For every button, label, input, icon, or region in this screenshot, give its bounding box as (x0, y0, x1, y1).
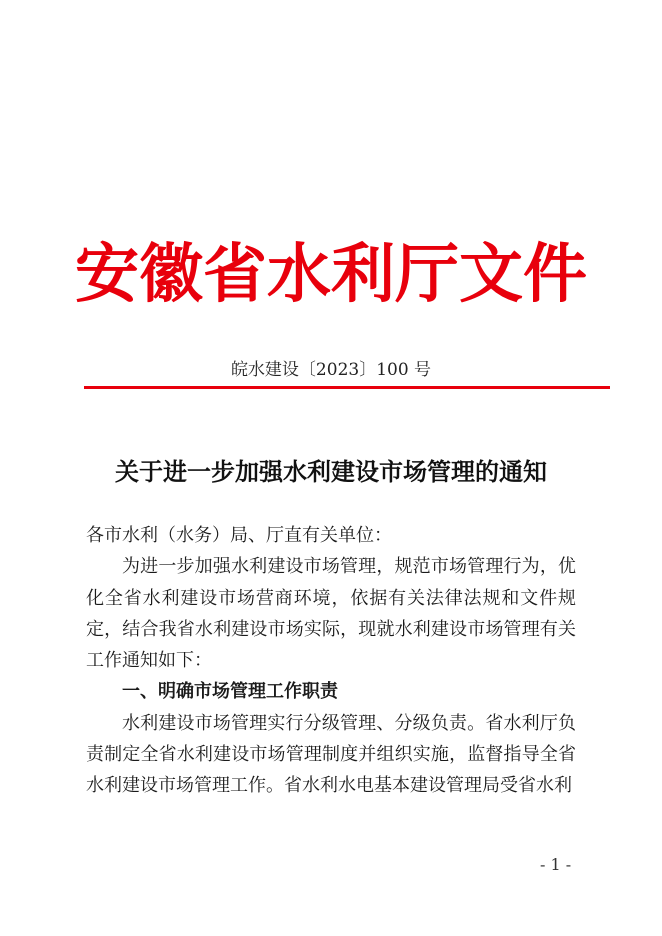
document-body (86, 520, 576, 802)
document-number: 皖水建设〔2023〕100 号 (230, 360, 432, 380)
salutation: 各市水利（水务）局、厅直有关单位： (86, 525, 392, 546)
red-separator-line (84, 386, 610, 389)
document-title: 关于进一步加强水利建设市场管理的通知 (115, 457, 547, 486)
section-paragraph: 水利建设市场管理实行分级管理、分级负责。省水利厅负责制定全省水利建设市场管理制度并组织实施，监督指导全省水利建设市场管理工作。省水利水电基本建设管理局受省水利 (86, 712, 576, 797)
intro-paragraph: 为进一步加强水利建设市场管理，规范市场管理行为，优化全省水利建设市场营商环境，依据有关法律法规和文件规定，结合我省水利建设市场实际，现就水利建设市场管理有关工作通知如下： (86, 556, 576, 672)
section-heading: 一、明确市场管理工作职责 (122, 681, 338, 703)
document-masthead: 安徽省水利厅文件 (75, 238, 587, 312)
page-number: - 1 - (540, 855, 572, 874)
